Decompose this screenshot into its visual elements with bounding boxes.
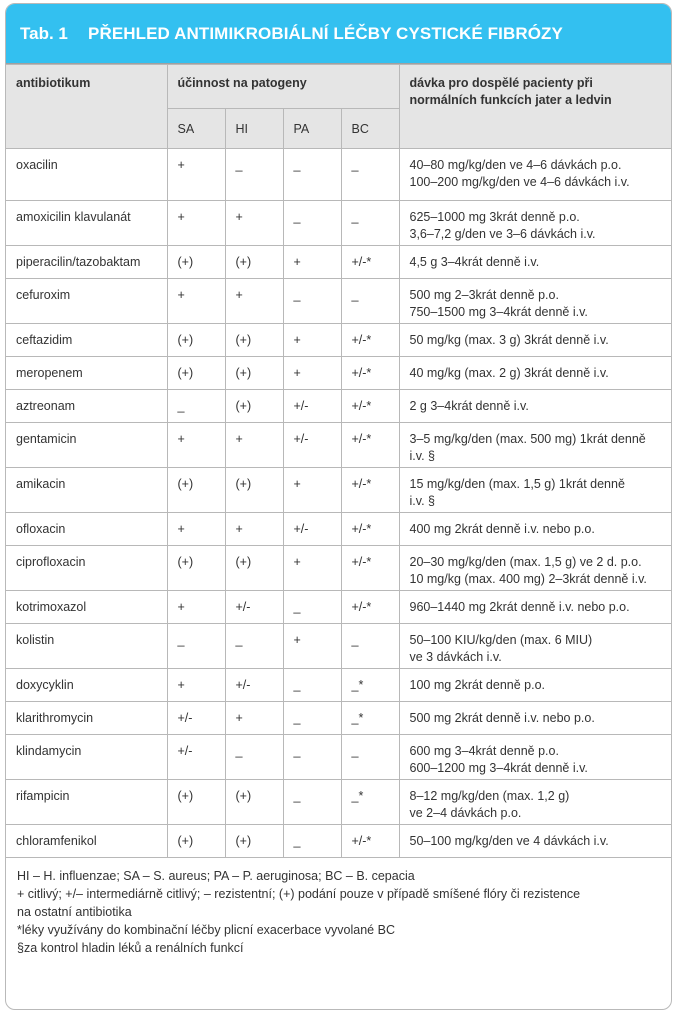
dose-cell [399,423,671,468]
footnote-section: §za kontrol hladin léků a renálních funkcí [17,941,244,955]
efficacy-bc: +/-* [341,468,399,513]
dose-cell [399,468,671,513]
efficacy-hi: + [225,201,283,246]
header-efficacy: účinnost na patogeny [167,65,399,109]
efficacy-pa: + [283,324,341,357]
dose-line: 15 mg/kg/den (max. 1,5 g) 1krát denně [409,477,625,491]
efficacy-pa: + [283,246,341,279]
dose-line: 3–5 mg/kg/den (max. 500 mg) 1krát denně [409,432,646,446]
efficacy-bc: _ [341,201,399,246]
antibiotic-name: doxycyklin [6,669,167,702]
dose-line: 100 mg 2krát denně p.o. [409,678,546,692]
table-row [6,246,671,279]
antibiotic-name: kotrimoxazol [6,591,167,624]
antibiotic-name: amikacin [6,468,167,513]
dose-line: ve 2–4 dávkách p.o. [409,806,522,820]
efficacy-pa: _ [283,825,341,858]
header-bc: BC [341,109,399,149]
efficacy-bc: +/-* [341,546,399,591]
dose-line: 10 mg/kg (max. 400 mg) 2–3krát denně i.v. [409,572,647,586]
efficacy-pa: _ [283,149,341,201]
dose-cell [399,780,671,825]
dose-cell [399,149,671,201]
efficacy-hi: (+) [225,324,283,357]
efficacy-hi: (+) [225,468,283,513]
antibiotic-name: aztreonam [6,390,167,423]
efficacy-sa: +/- [167,702,225,735]
dose-line: 4,5 g 3–4krát denně i.v. [409,255,540,269]
efficacy-sa: (+) [167,357,225,390]
efficacy-sa: + [167,513,225,546]
antibiotic-name: ceftazidim [6,324,167,357]
efficacy-pa: _ [283,702,341,735]
dose-cell [399,546,671,591]
antibiotic-name: gentamicin [6,423,167,468]
efficacy-sa: (+) [167,246,225,279]
table-row [6,780,671,825]
table-row [6,423,671,468]
efficacy-hi: _ [225,735,283,780]
efficacy-sa: _ [167,624,225,669]
antibiotic-name: piperacilin/tazobaktam [6,246,167,279]
footnote-asterisk: *léky využívány do kombinační léčby plicní exacerbace vyvolané BC [17,923,395,937]
dose-cell [399,279,671,324]
footnotes [6,858,671,957]
dose-cell [399,624,671,669]
efficacy-sa: (+) [167,546,225,591]
efficacy-hi: (+) [225,246,283,279]
antibiotic-name: ofloxacin [6,513,167,546]
table-row [6,149,671,201]
dose-line: 500 mg 2krát denně i.v. nebo p.o. [409,711,595,725]
table-row [6,591,671,624]
dose-line: 3,6–7,2 g/den ve 3–6 dávkách i.v. [409,227,596,241]
efficacy-pa: + [283,546,341,591]
efficacy-sa: +/- [167,735,225,780]
efficacy-hi: (+) [225,780,283,825]
efficacy-sa: + [167,423,225,468]
efficacy-hi: + [225,702,283,735]
dose-line: 20–30 mg/kg/den (max. 1,5 g) ve 2 d. p.o. [409,555,642,569]
efficacy-hi: (+) [225,357,283,390]
dose-line: 40 mg/kg (max. 2 g) 3krát denně i.v. [409,366,609,380]
efficacy-sa: (+) [167,468,225,513]
efficacy-bc: +/-* [341,825,399,858]
dose-line: 40–80 mg/kg/den ve 4–6 dávkách p.o. [409,158,622,172]
table-row [6,324,671,357]
dose-cell [399,357,671,390]
efficacy-pa: +/- [283,423,341,468]
efficacy-pa: _ [283,780,341,825]
dose-line: 600 mg 3–4krát denně p.o. [409,744,559,758]
efficacy-hi: (+) [225,546,283,591]
dose-cell [399,390,671,423]
efficacy-hi: + [225,513,283,546]
efficacy-pa: +/- [283,513,341,546]
dose-line: i.v. § [409,494,435,508]
table-panel [5,3,672,1010]
dose-cell [399,201,671,246]
efficacy-pa: _ [283,591,341,624]
efficacy-sa: + [167,591,225,624]
dose-line: 50–100 mg/kg/den ve 4 dávkách i.v. [409,834,609,848]
dose-cell [399,735,671,780]
table-row [6,702,671,735]
efficacy-bc: +/-* [341,246,399,279]
table-row [6,468,671,513]
efficacy-sa: (+) [167,825,225,858]
dose-line: ve 3 dávkách i.v. [409,650,502,664]
efficacy-pa: _ [283,201,341,246]
dose-line: 750–1500 mg 3–4krát denně i.v. [409,305,588,319]
efficacy-sa: + [167,669,225,702]
table-row [6,513,671,546]
table-number: Tab. 1 [20,23,68,43]
dose-cell [399,246,671,279]
table-row [6,825,671,858]
efficacy-sa: (+) [167,780,225,825]
table-title: PŘEHLED ANTIMIKROBIÁLNÍ LÉČBY CYSTICKÉ FIBRÓZY [88,23,563,43]
table-row [6,624,671,669]
dose-cell [399,825,671,858]
table-titlebar [6,4,671,64]
efficacy-hi: (+) [225,390,283,423]
efficacy-bc: +/-* [341,390,399,423]
efficacy-pa: _ [283,735,341,780]
dose-line: 600–1200 mg 3–4krát denně i.v. [409,761,588,775]
dose-line: 50 mg/kg (max. 3 g) 3krát denně i.v. [409,333,609,347]
dose-line: i.v. § [409,449,435,463]
efficacy-sa: + [167,279,225,324]
efficacy-sa: + [167,149,225,201]
efficacy-hi: _ [225,624,283,669]
table-row [6,735,671,780]
efficacy-hi: + [225,423,283,468]
efficacy-pa: _ [283,279,341,324]
table-row [6,279,671,324]
dose-cell [399,702,671,735]
header-antibiotic: antibiotikum [6,65,167,149]
efficacy-bc: _* [341,702,399,735]
efficacy-bc: +/-* [341,423,399,468]
efficacy-bc: _ [341,149,399,201]
table-row [6,390,671,423]
antibiotic-name: klarithromycin [6,702,167,735]
dose-line: 500 mg 2–3krát denně p.o. [409,288,559,302]
efficacy-sa: + [167,201,225,246]
antibiotic-name: chloramfenikol [6,825,167,858]
antibiotics-table [6,64,671,858]
dose-line: 2 g 3–4krát denně i.v. [409,399,529,413]
antibiotic-name: oxacilin [6,149,167,201]
efficacy-bc: +/-* [341,591,399,624]
dose-line: 100–200 mg/kg/den ve 4–6 dávkách i.v. [409,175,630,189]
efficacy-bc: _ [341,279,399,324]
efficacy-bc: +/-* [341,357,399,390]
efficacy-bc: +/-* [341,513,399,546]
efficacy-hi: (+) [225,825,283,858]
efficacy-hi: _ [225,149,283,201]
efficacy-sa: (+) [167,324,225,357]
antibiotic-name: ciprofloxacin [6,546,167,591]
table-row [6,669,671,702]
efficacy-hi: + [225,279,283,324]
efficacy-bc: _* [341,780,399,825]
efficacy-pa: + [283,357,341,390]
dose-line: 50–100 KIU/kg/den (max. 6 MIU) [409,633,593,647]
dose-line: 960–1440 mg 2krát denně i.v. nebo p.o. [409,600,630,614]
antibiotic-name: amoxicilin klavulanát [6,201,167,246]
efficacy-pa: +/- [283,390,341,423]
dose-cell [399,591,671,624]
efficacy-hi: +/- [225,669,283,702]
efficacy-bc: +/-* [341,324,399,357]
antibiotic-name: meropenem [6,357,167,390]
dose-cell [399,324,671,357]
footnote-abbreviations: HI – H. influenzae; SA – S. aureus; PA – P. aeruginosa; BC – B. cepacia [17,869,415,883]
footnote-legend-cont: na ostatní antibiotika [17,905,132,919]
header-dose: dávka pro dospělé pacienty při normálních funkcích jater a ledvin [399,65,671,149]
antibiotic-name: rifampicin [6,780,167,825]
efficacy-pa: + [283,468,341,513]
dose-cell [399,669,671,702]
header-pa: PA [283,109,341,149]
dose-line: 8–12 mg/kg/den (max. 1,2 g) [409,789,570,803]
header-hi: HI [225,109,283,149]
dose-line: 400 mg 2krát denně i.v. nebo p.o. [409,522,595,536]
efficacy-pa: _ [283,669,341,702]
antibiotic-name: cefuroxim [6,279,167,324]
efficacy-sa: _ [167,390,225,423]
efficacy-bc: _* [341,669,399,702]
dose-line: 625–1000 mg 3krát denně p.o. [409,210,580,224]
efficacy-bc: _ [341,735,399,780]
efficacy-hi: +/- [225,591,283,624]
table-row [6,546,671,591]
table-row [6,357,671,390]
footnote-legend: + citlivý; +/– intermediárně citlivý; – rezistentní; (+) podání pouze v případě smíšené flóry či rezistence [17,887,581,901]
table-row [6,201,671,246]
dose-cell [399,513,671,546]
antibiotic-name: kolistin [6,624,167,669]
antibiotic-name: klindamycin [6,735,167,780]
efficacy-pa: + [283,624,341,669]
header-sa: SA [167,109,225,149]
efficacy-bc: _ [341,624,399,669]
